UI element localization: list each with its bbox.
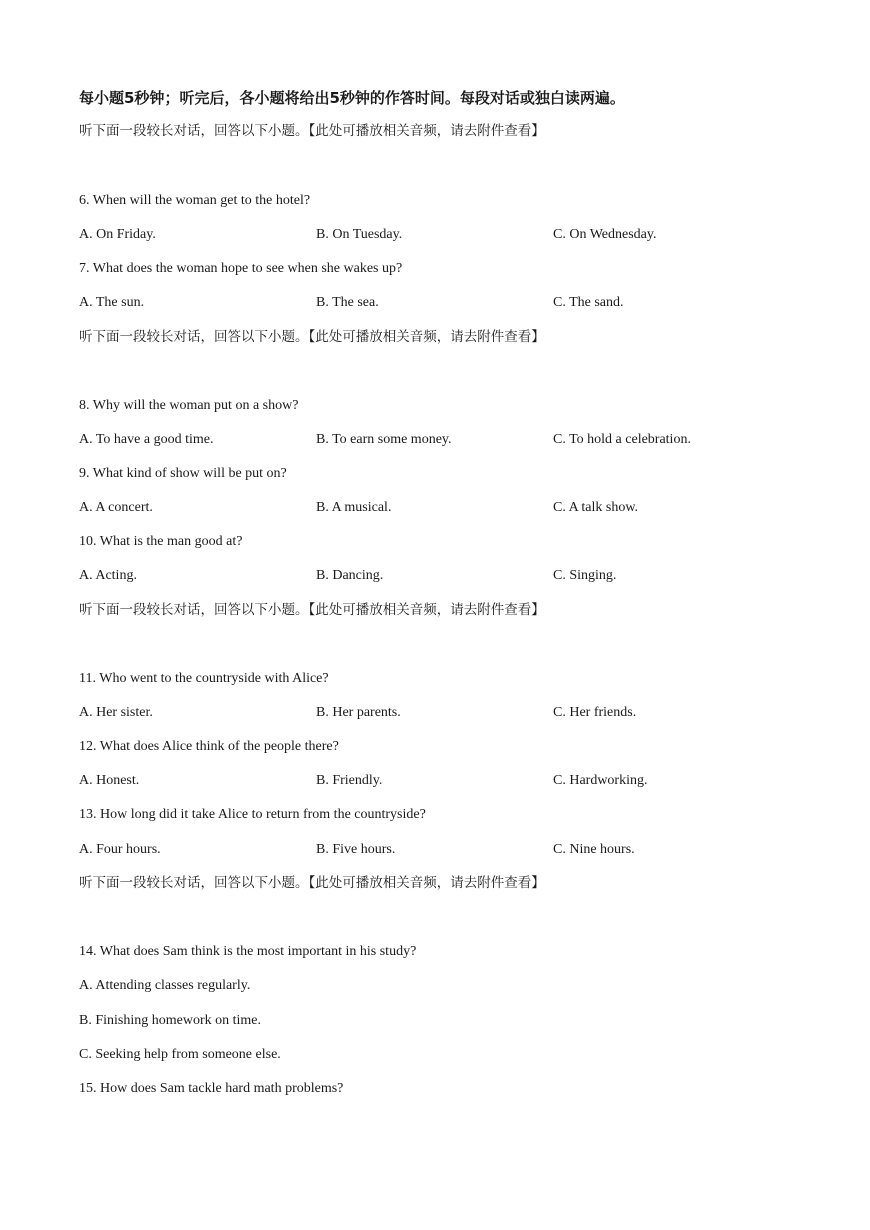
audio-instruction: 听下面一段较长对话，回答以下小题。【此处可播放相关音频，请去附件查看】: [79, 329, 545, 345]
q13-option-b: B. Five hours.: [316, 842, 396, 857]
q7-option-c: C. The sand.: [553, 295, 624, 310]
q6-option-b: B. On Tuesday.: [316, 227, 403, 242]
section-intro: 每小题5秒钟；听完后，各小题将给出5秒钟的作答时间。每段对话或独白读两遍。: [79, 89, 625, 107]
q8-option-b: B. To earn some money.: [316, 432, 452, 447]
q10-option-c: C. Singing.: [553, 568, 617, 583]
q8-option-c: C. To hold a celebration.: [553, 432, 691, 447]
q10-option-a: A. Acting.: [79, 568, 137, 583]
q9-option-b: B. A musical.: [316, 500, 392, 515]
question-10: 10. What is the man good at?: [79, 534, 243, 549]
q12-option-c: C. Hardworking.: [553, 773, 648, 788]
question-8: 8. Why will the woman put on a show?: [79, 398, 299, 413]
q14-option-c: C. Seeking help from someone else.: [79, 1047, 281, 1062]
question-14: 14. What does Sam think is the most important in his study?: [79, 944, 417, 959]
q6-option-c: C. On Wednesday.: [553, 227, 657, 242]
audio-instruction: 听下面一段较长对话，回答以下小题。【此处可播放相关音频，请去附件查看】: [79, 602, 545, 618]
question-7: 7. What does the woman hope to see when she wakes up?: [79, 261, 403, 276]
q12-option-a: A. Honest.: [79, 773, 140, 788]
question-12: 12. What does Alice think of the people there?: [79, 739, 339, 754]
question-13: 13. How long did it take Alice to return from the countryside?: [79, 807, 426, 822]
q14-option-a: A. Attending classes regularly.: [79, 978, 251, 993]
question-9: 9. What kind of show will be put on?: [79, 466, 287, 481]
q13-option-a: A. Four hours.: [79, 842, 161, 857]
q11-option-b: B. Her parents.: [316, 705, 401, 720]
q9-option-a: A. A concert.: [79, 500, 153, 515]
audio-instruction: 听下面一段较长对话，回答以下小题。【此处可播放相关音频，请去附件查看】: [79, 875, 545, 891]
q8-option-a: A. To have a good time.: [79, 432, 214, 447]
q13-option-c: C. Nine hours.: [553, 842, 635, 857]
q12-option-b: B. Friendly.: [316, 773, 383, 788]
audio-instruction: 听下面一段较长对话，回答以下小题。【此处可播放相关音频，请去附件查看】: [79, 123, 545, 139]
q7-option-a: A. The sun.: [79, 295, 145, 310]
question-15: 15. How does Sam tackle hard math problems?: [79, 1081, 344, 1096]
q11-option-a: A. Her sister.: [79, 705, 153, 720]
q7-option-b: B. The sea.: [316, 295, 379, 310]
question-11: 11. Who went to the countryside with Alice?: [79, 671, 329, 686]
q11-option-c: C. Her friends.: [553, 705, 637, 720]
question-6: 6. When will the woman get to the hotel?: [79, 193, 311, 208]
q9-option-c: C. A talk show.: [553, 500, 639, 515]
q6-option-a: A. On Friday.: [79, 227, 156, 242]
q14-option-b: B. Finishing homework on time.: [79, 1013, 261, 1028]
q10-option-b: B. Dancing.: [316, 568, 384, 583]
